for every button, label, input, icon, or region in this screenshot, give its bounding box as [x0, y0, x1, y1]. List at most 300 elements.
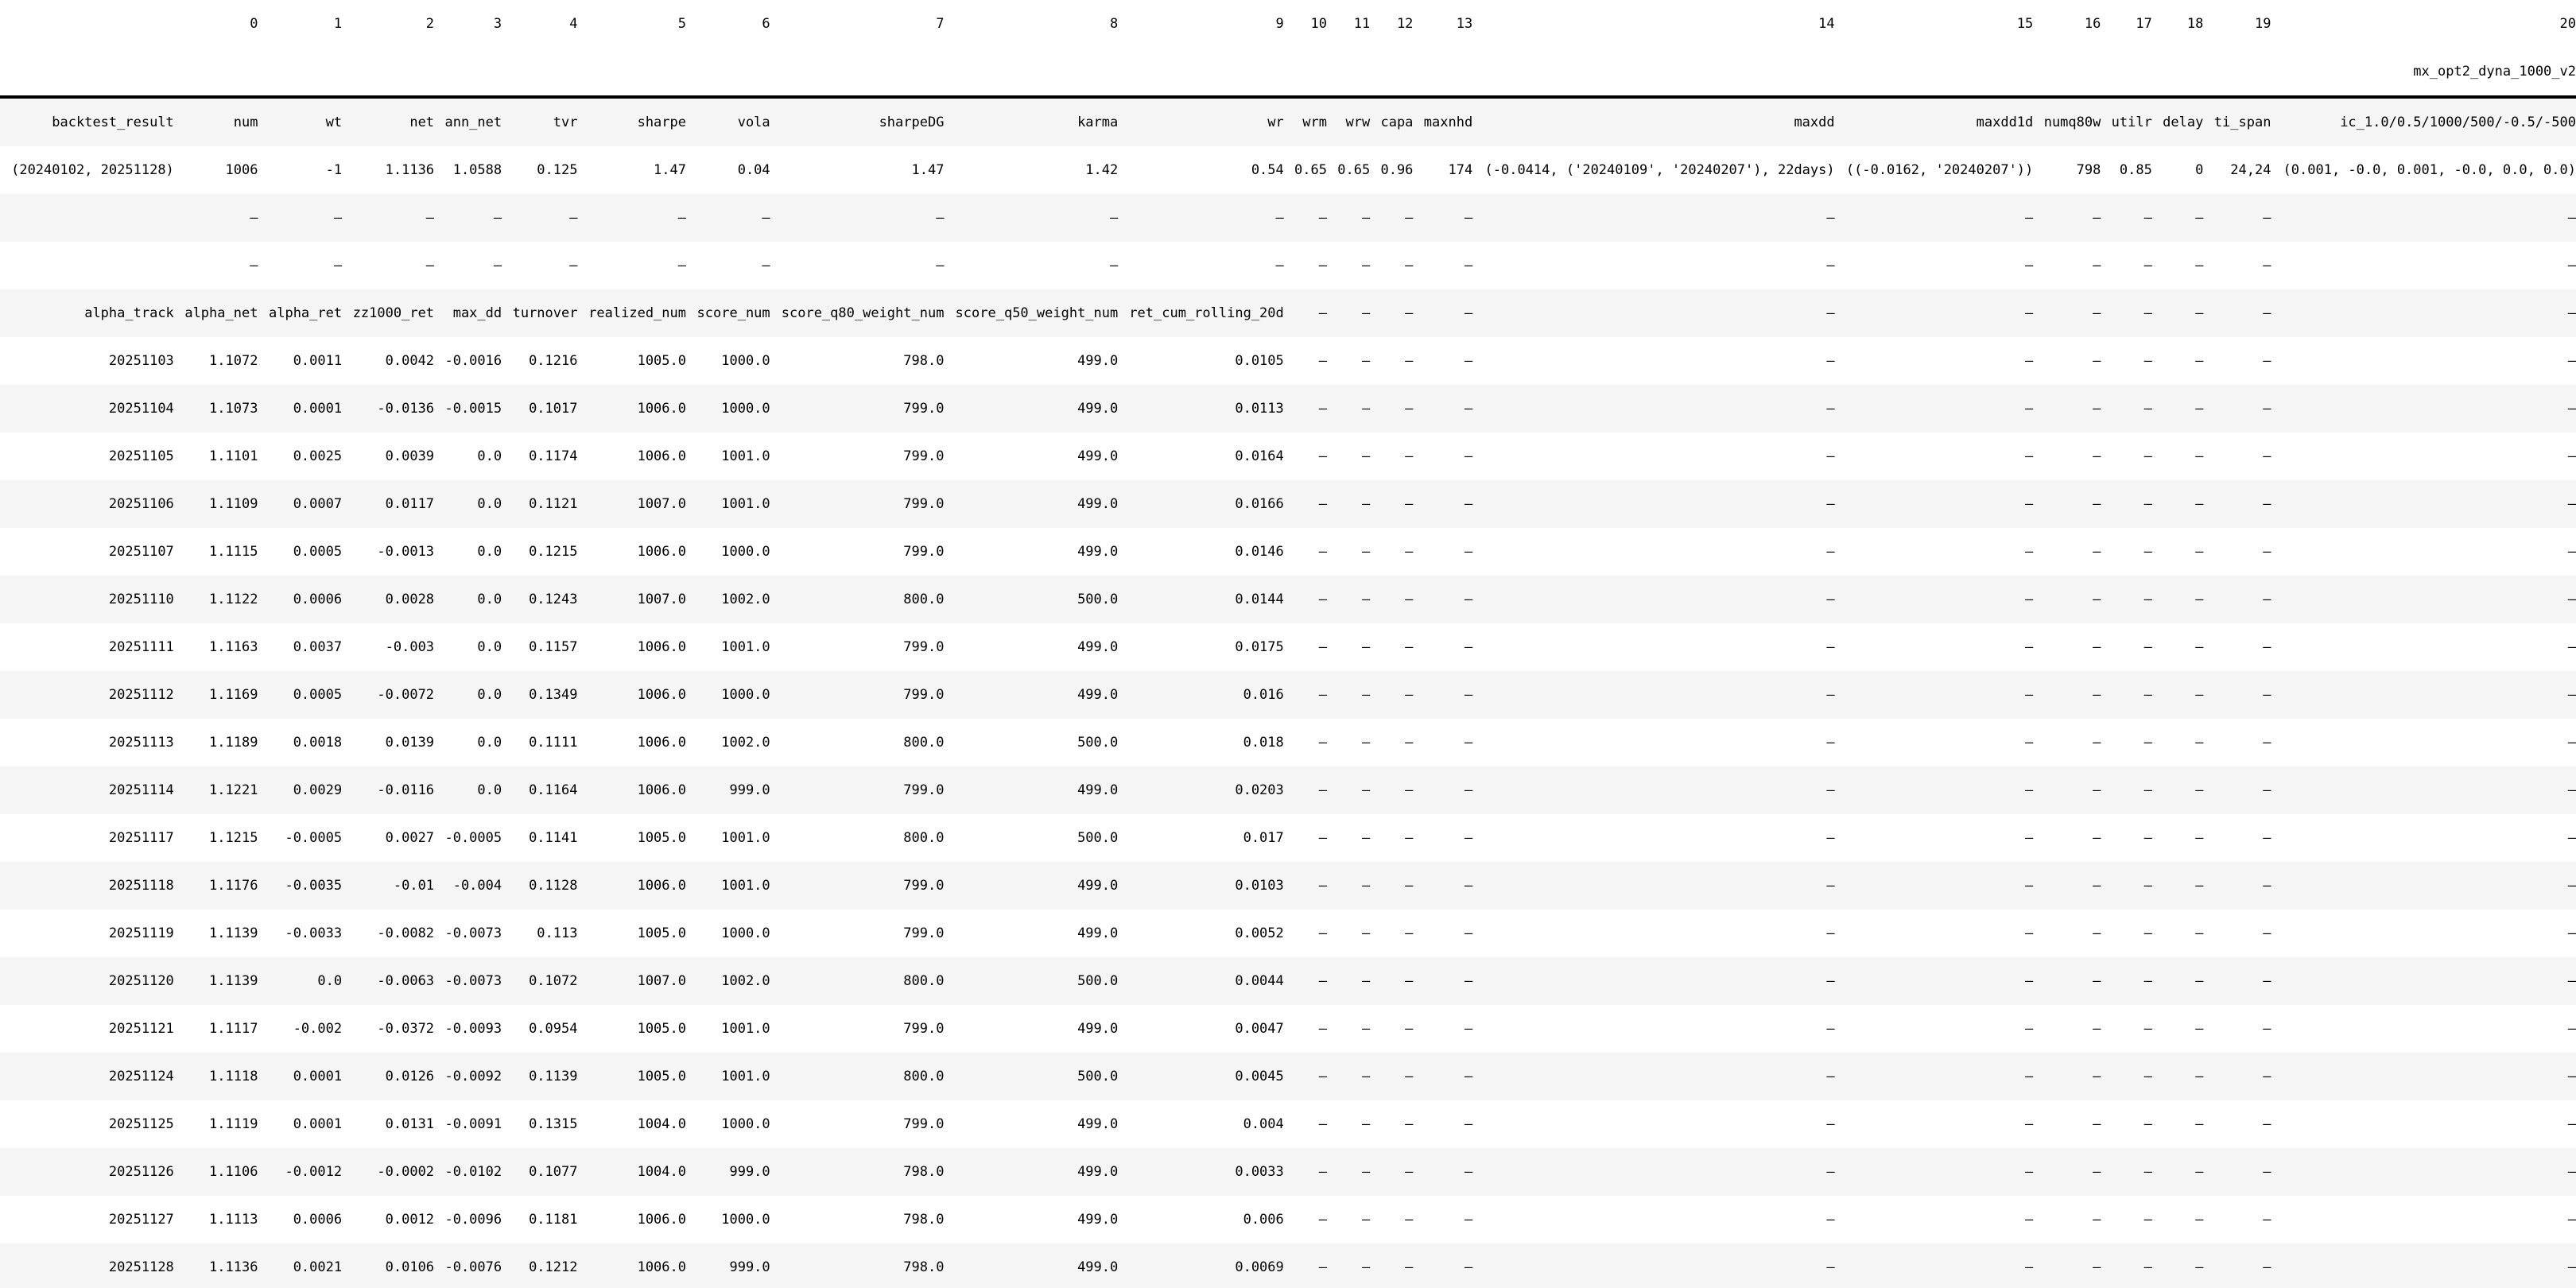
table-cell: — — [2093, 401, 2101, 417]
table-cell: 1.1101 — [209, 448, 258, 464]
table-cell: — — [569, 210, 578, 226]
table-cell: — — [2263, 925, 2271, 941]
table-cell: 174 — [1448, 162, 1473, 178]
table-cell: — — [1405, 1212, 1414, 1228]
table-cell: 1007.0 — [637, 592, 686, 607]
table-cell: -0.0063 — [377, 973, 435, 989]
column-header-cell: wr — [1118, 97, 1284, 146]
column-header-cell: zz1000_ret — [352, 305, 435, 321]
table-cell: — — [2093, 735, 2101, 751]
sub-table-row — [0, 766, 2576, 814]
table-cell: — — [1826, 782, 1835, 798]
column-header-cell: — — [1318, 305, 1327, 321]
table-cell: — — [677, 258, 686, 274]
table-cell: 1.42 — [1085, 162, 1119, 178]
table-cell: 499.0 — [1077, 639, 1119, 655]
table-cell: 499.0 — [1077, 544, 1119, 560]
table-cell: 1005.0 — [637, 925, 686, 941]
table-cell: -0.0082 — [377, 925, 435, 941]
table-cell: — — [2195, 973, 2204, 989]
table-cell: — — [1464, 1021, 1473, 1037]
table-cell: — — [1361, 925, 1371, 941]
table-cell: 0.96 — [1380, 162, 1414, 178]
table-cell: — — [2025, 544, 2034, 560]
table-cell: (-0.0414, ('20240109', '20240207'), 22days) — [1484, 162, 1835, 178]
table-cell: — — [2195, 782, 2204, 798]
table-cell: — — [1826, 973, 1835, 989]
table-cell: 499.0 — [1077, 925, 1119, 941]
table-cell: 1.1139 — [209, 925, 258, 941]
table-cell: — — [1405, 401, 1414, 417]
table-cell: — — [2263, 401, 2271, 417]
sub-table-row — [0, 1053, 2576, 1100]
column-header-cell: — — [2567, 305, 2576, 321]
table-cell: — — [2567, 735, 2576, 751]
table-cell: — — [250, 258, 258, 274]
table-cell: — — [2025, 1116, 2034, 1132]
table-cell: 1005.0 — [637, 830, 686, 846]
table-cell: 1002.0 — [721, 973, 770, 989]
sub-table-row — [0, 671, 2576, 719]
table-cell: 1.0588 — [452, 162, 502, 178]
table-cell: — — [1405, 1021, 1414, 1037]
column-position-cell: 13 — [1456, 16, 1473, 32]
table-cell: 1000.0 — [721, 687, 770, 703]
column-position-cell: 16 — [2084, 16, 2101, 32]
table-cell: 0.004 — [1243, 1116, 1284, 1132]
table-cell: 499.0 — [1077, 1116, 1119, 1132]
table-cell: — — [2195, 592, 2204, 607]
table-cell: — — [2195, 258, 2204, 274]
table-cell: — — [2025, 735, 2034, 751]
table-cell: 0.54 — [1251, 162, 1284, 178]
table-cell: — — [2567, 782, 2576, 798]
table-cell: — — [1318, 973, 1327, 989]
table-cell: 499.0 — [1077, 1021, 1119, 1037]
table-cell: -0.0035 — [285, 878, 343, 894]
table-cell: — — [2025, 878, 2034, 894]
table-cell: — — [2025, 353, 2034, 369]
table-cell: — — [2567, 1021, 2576, 1037]
table-cell: 800.0 — [903, 735, 945, 751]
table-cell: 999.0 — [729, 782, 770, 798]
table-cell: — — [1361, 782, 1371, 798]
table-cell: 1007.0 — [637, 973, 686, 989]
table-cell: 0.1215 — [529, 544, 578, 560]
table-cell: — — [1405, 1116, 1414, 1132]
table-cell: — — [2093, 639, 2101, 655]
column-position-cell: 2 — [425, 16, 435, 32]
table-cell: 1.1221 — [209, 782, 258, 798]
table-cell: — — [2143, 1212, 2152, 1228]
column-header-cell: — — [1826, 305, 1835, 321]
table-cell: -0.0076 — [444, 1259, 502, 1275]
table-cell: — — [2025, 1259, 2034, 1275]
table-cell: 1.1136 — [385, 162, 435, 178]
table-cell: 800.0 — [903, 1069, 945, 1084]
table-cell: — — [1361, 401, 1371, 417]
table-cell: — — [2263, 735, 2271, 751]
table-cell: 0.65 — [1337, 162, 1371, 178]
sub-table-row — [0, 1243, 2576, 1288]
table-cell: 0.0001 — [293, 401, 343, 417]
table-cell: — — [2263, 830, 2271, 846]
table-cell: -0.0102 — [444, 1164, 502, 1180]
table-cell: 0.85 — [2119, 162, 2152, 178]
table-cell: — — [1405, 687, 1414, 703]
table-cell: 0.0954 — [529, 1021, 578, 1037]
table-cell: 0.0001 — [293, 1116, 343, 1132]
table-cell: 0.1111 — [529, 735, 578, 751]
table-cell: 799.0 — [903, 544, 945, 560]
table-cell: 0.0175 — [1235, 639, 1284, 655]
row-index-cell — [0, 242, 174, 289]
row-index-cell: 20251104 — [108, 401, 174, 417]
table-cell: — — [2093, 1212, 2101, 1228]
table-cell: — — [1361, 830, 1371, 846]
table-cell: 0.0027 — [385, 830, 435, 846]
table-cell: 1.47 — [911, 162, 945, 178]
column-position-cell: 10 — [1310, 16, 1327, 32]
table-cell: — — [1826, 1021, 1835, 1037]
table-cell: — — [2143, 1021, 2152, 1037]
table-cell: — — [2025, 210, 2034, 226]
table-cell: — — [1405, 1259, 1414, 1275]
column-position-cell: 20 — [2559, 16, 2576, 32]
table-cell: 1001.0 — [721, 496, 770, 512]
table-cell: 0.0044 — [1235, 973, 1284, 989]
row-index-cell: 20251127 — [108, 1212, 174, 1228]
table-cell: — — [2567, 1164, 2576, 1180]
table-cell: — — [2195, 1259, 2204, 1275]
table-cell: 1.1109 — [209, 496, 258, 512]
table-cell: — — [1318, 830, 1327, 846]
column-position-cell: 8 — [1110, 16, 1119, 32]
table-cell: — — [1405, 258, 1414, 274]
table-cell: — — [1318, 1116, 1327, 1132]
table-cell: — — [2263, 1212, 2271, 1228]
table-cell: 800.0 — [903, 830, 945, 846]
table-cell: 0.0039 — [385, 448, 435, 464]
table-cell: 798.0 — [903, 353, 945, 369]
table-cell: — — [2195, 448, 2204, 464]
table-cell: — — [1318, 1021, 1327, 1037]
table-cell: 0.1128 — [529, 878, 578, 894]
table-cell: — — [2263, 1116, 2271, 1132]
table-cell: — — [1318, 878, 1327, 894]
table-cell: 1006.0 — [637, 401, 686, 417]
column-header-cell: — — [2025, 305, 2034, 321]
table-cell: — — [1826, 210, 1835, 226]
table-cell: — — [1464, 496, 1473, 512]
table-cell: 499.0 — [1077, 1259, 1119, 1275]
main-header-row — [0, 97, 2576, 146]
table-cell: — — [2567, 1069, 2576, 1084]
table-cell: 0.0005 — [293, 544, 343, 560]
table-cell: — — [2567, 496, 2576, 512]
table-cell: — — [1464, 782, 1473, 798]
table-cell: — — [1826, 258, 1835, 274]
table-cell: 799.0 — [903, 401, 945, 417]
table-cell: 0.0 — [477, 782, 502, 798]
row-index-cell: 20251110 — [108, 592, 174, 607]
table-cell: — — [2093, 925, 2101, 941]
table-cell: 1.1113 — [209, 1212, 258, 1228]
table-cell: — — [2025, 258, 2034, 274]
table-cell: — — [2263, 878, 2271, 894]
table-cell: -0.0072 — [377, 687, 435, 703]
table-cell: 798.0 — [903, 1164, 945, 1180]
sub-table-row — [0, 480, 2576, 528]
table-cell: — — [2567, 687, 2576, 703]
table-cell: 0.0006 — [293, 1212, 343, 1228]
table-cell: 0.0006 — [293, 592, 343, 607]
table-cell: — — [1361, 1021, 1371, 1037]
table-cell: — — [569, 258, 578, 274]
table-cell: 0.1121 — [529, 496, 578, 512]
table-cell: — — [2263, 592, 2271, 607]
table-cell: 800.0 — [903, 592, 945, 607]
main-table-row — [0, 194, 2576, 242]
table-cell: — — [1464, 258, 1473, 274]
table-cell: 499.0 — [1077, 1212, 1119, 1228]
table-cell: — — [1405, 973, 1414, 989]
table-cell: 0.0126 — [385, 1069, 435, 1084]
table-cell: 0.0113 — [1235, 401, 1284, 417]
table-cell: 0.0011 — [293, 353, 343, 369]
table-cell: — — [2143, 448, 2152, 464]
table-cell: — — [1361, 592, 1371, 607]
table-cell: 1006.0 — [637, 782, 686, 798]
table-cell: 1.1136 — [209, 1259, 258, 1275]
table-cell: 499.0 — [1077, 401, 1119, 417]
table-cell: — — [1275, 258, 1284, 274]
table-cell: 1001.0 — [721, 878, 770, 894]
table-cell: — — [1318, 448, 1327, 464]
table-cell: 0.1243 — [529, 592, 578, 607]
table-cell: 0.0033 — [1235, 1164, 1284, 1180]
table-cell: -0.0005 — [444, 830, 502, 846]
table-cell: — — [2195, 878, 2204, 894]
table-cell: — — [1826, 878, 1835, 894]
table-cell: 799.0 — [903, 639, 945, 655]
table-cell: — — [2195, 687, 2204, 703]
table-cell: 0.1141 — [529, 830, 578, 846]
table-cell: — — [2263, 782, 2271, 798]
table-cell: — — [2195, 353, 2204, 369]
table-cell: — — [2093, 1021, 2101, 1037]
table-cell: — — [1405, 592, 1414, 607]
table-cell: — — [1361, 878, 1371, 894]
table-cell: — — [2025, 925, 2034, 941]
sub-table-row — [0, 910, 2576, 957]
table-cell: — — [2567, 592, 2576, 607]
sub-table-row — [0, 957, 2576, 1005]
row-index-cell: 20251107 — [108, 544, 174, 560]
table-cell: -0.0015 — [444, 401, 502, 417]
table-cell: 499.0 — [1077, 687, 1119, 703]
column-header-cell: — — [2093, 305, 2101, 321]
row-index-cell — [0, 0, 174, 48]
table-cell: — — [2567, 1212, 2576, 1228]
table-cell: 0.0164 — [1235, 448, 1284, 464]
table-cell: 798.0 — [903, 1212, 945, 1228]
table-cell: — — [425, 210, 435, 226]
table-cell: — — [2263, 1021, 2271, 1037]
table-cell: — — [1464, 1069, 1473, 1084]
table-cell: — — [1318, 544, 1327, 560]
table-cell: 1.1189 — [209, 735, 258, 751]
table-cell: — — [1361, 258, 1371, 274]
table-cell: — — [1318, 401, 1327, 417]
table-cell: — — [1405, 639, 1414, 655]
table-cell: — — [1318, 735, 1327, 751]
table-cell: 0.1181 — [529, 1212, 578, 1228]
table-cell: — — [1464, 1259, 1473, 1275]
table-cell: — — [1361, 1164, 1371, 1180]
table-cell: 500.0 — [1077, 1069, 1119, 1084]
column-header-cell: — — [2263, 305, 2271, 321]
table-cell: 500.0 — [1077, 830, 1119, 846]
column-position-cell: 4 — [569, 16, 578, 32]
table-cell: — — [1826, 639, 1835, 655]
row-index-cell: 20251111 — [108, 639, 174, 655]
table-cell: — — [1464, 687, 1473, 703]
table-cell: — — [2143, 782, 2152, 798]
row-index-cell: 20251114 — [108, 782, 174, 798]
row-index-cell: 20251106 — [108, 496, 174, 512]
table-cell: — — [1826, 735, 1835, 751]
table-cell: — — [1361, 448, 1371, 464]
row-index-cell: (20240102, 20251128) — [11, 162, 174, 178]
table-cell: 0.0025 — [293, 448, 343, 464]
table-cell: 1001.0 — [721, 639, 770, 655]
column-position-cell: 19 — [2254, 16, 2271, 32]
table-cell: — — [1318, 1069, 1327, 1084]
table-cell: -0.0136 — [377, 401, 435, 417]
table-cell: -0.0093 — [444, 1021, 502, 1037]
table-cell: 499.0 — [1077, 448, 1119, 464]
table-cell: -0.0372 — [377, 1021, 435, 1037]
table-cell: — — [2025, 401, 2034, 417]
table-cell: — — [1826, 1259, 1835, 1275]
table-cell: — — [2093, 210, 2101, 226]
table-cell: 1001.0 — [721, 448, 770, 464]
table-cell: 0.0069 — [1235, 1259, 1284, 1275]
table-cell: — — [2093, 544, 2101, 560]
table-cell: — — [2263, 687, 2271, 703]
column-position-cell: 0 — [250, 16, 258, 32]
column-position-cell: 6 — [762, 16, 770, 32]
table-cell: — — [2263, 448, 2271, 464]
main-table-row — [0, 242, 2576, 289]
table-cell: 0.0029 — [293, 782, 343, 798]
table-cell: 0.0139 — [385, 735, 435, 751]
table-cell: — — [1318, 353, 1327, 369]
table-cell: 1000.0 — [721, 401, 770, 417]
table-cell: 1006.0 — [637, 448, 686, 464]
table-cell: 799.0 — [903, 448, 945, 464]
table-cell: 1.1139 — [209, 973, 258, 989]
table-cell: — — [2143, 496, 2152, 512]
table-cell: — — [1826, 353, 1835, 369]
table-cell: — — [2195, 210, 2204, 226]
table-cell: — — [2093, 1259, 2101, 1275]
page-title: mx_opt2_dyna_1000_v2 — [2413, 64, 2576, 80]
table-cell: 0.0103 — [1235, 878, 1284, 894]
sub-table-row — [0, 862, 2576, 910]
table-cell: — — [2195, 1164, 2204, 1180]
column-header-cell: utilr — [2101, 97, 2152, 146]
table-cell: — — [1318, 258, 1327, 274]
table-cell: 799.0 — [903, 1021, 945, 1037]
table-cell: 0.1139 — [529, 1069, 578, 1084]
column-header-cell: score_q50_weight_num — [955, 305, 1119, 321]
table-cell: -0.0012 — [285, 1164, 343, 1180]
table-cell: — — [1361, 544, 1371, 560]
table-cell: — — [2195, 639, 2204, 655]
table-cell: — — [2263, 973, 2271, 989]
column-header-cell: alpha_net — [184, 305, 258, 321]
table-cell: — — [1318, 1164, 1327, 1180]
table-cell: — — [2143, 353, 2152, 369]
table-cell: 0.0166 — [1235, 496, 1284, 512]
sub-table-row — [0, 576, 2576, 623]
column-position-cell: 12 — [1396, 16, 1414, 32]
table-cell: — — [2025, 639, 2034, 655]
table-cell: — — [250, 210, 258, 226]
table-cell: 1.1117 — [209, 1021, 258, 1037]
table-cell: — — [1361, 496, 1371, 512]
table-cell: -0.002 — [293, 1021, 343, 1037]
row-index-cell: 20251124 — [108, 1069, 174, 1084]
table-cell: 0.0005 — [293, 687, 343, 703]
table-cell: 0.0045 — [1235, 1069, 1284, 1084]
column-header-cell: delay — [2152, 97, 2204, 146]
table-cell: — — [2025, 687, 2034, 703]
table-cell: — — [2093, 496, 2101, 512]
column-header-cell: — — [1464, 305, 1473, 321]
table-cell: 1.1072 — [209, 353, 258, 369]
table-cell: 0.017 — [1243, 830, 1284, 846]
column-position-cell: 3 — [493, 16, 502, 32]
table-cell: — — [1464, 401, 1473, 417]
table-cell: — — [1361, 1116, 1371, 1132]
table-cell: — — [2025, 782, 2034, 798]
table-cell: — — [493, 258, 502, 274]
table-cell: — — [1361, 1259, 1371, 1275]
table-cell: -0.0073 — [444, 973, 502, 989]
table-cell: — — [2195, 1069, 2204, 1084]
table-cell: — — [2195, 830, 2204, 846]
table-cell: — — [1464, 925, 1473, 941]
table-cell: — — [1826, 544, 1835, 560]
table-cell: 24,24 — [2230, 162, 2271, 178]
table-cell: — — [1826, 401, 1835, 417]
table-cell: — — [2143, 1069, 2152, 1084]
column-header-cell: capa — [1370, 97, 1413, 146]
table-cell: — — [1464, 830, 1473, 846]
sub-table-row — [0, 1196, 2576, 1243]
table-cell: — — [1464, 1212, 1473, 1228]
table-cell: — — [1826, 687, 1835, 703]
table-cell: 799.0 — [903, 925, 945, 941]
table-cell: — — [1318, 687, 1327, 703]
table-cell: 0.1164 — [529, 782, 578, 798]
table-cell: — — [1405, 210, 1414, 226]
table-cell: — — [2143, 1164, 2152, 1180]
table-cell: -0.0013 — [377, 544, 435, 560]
